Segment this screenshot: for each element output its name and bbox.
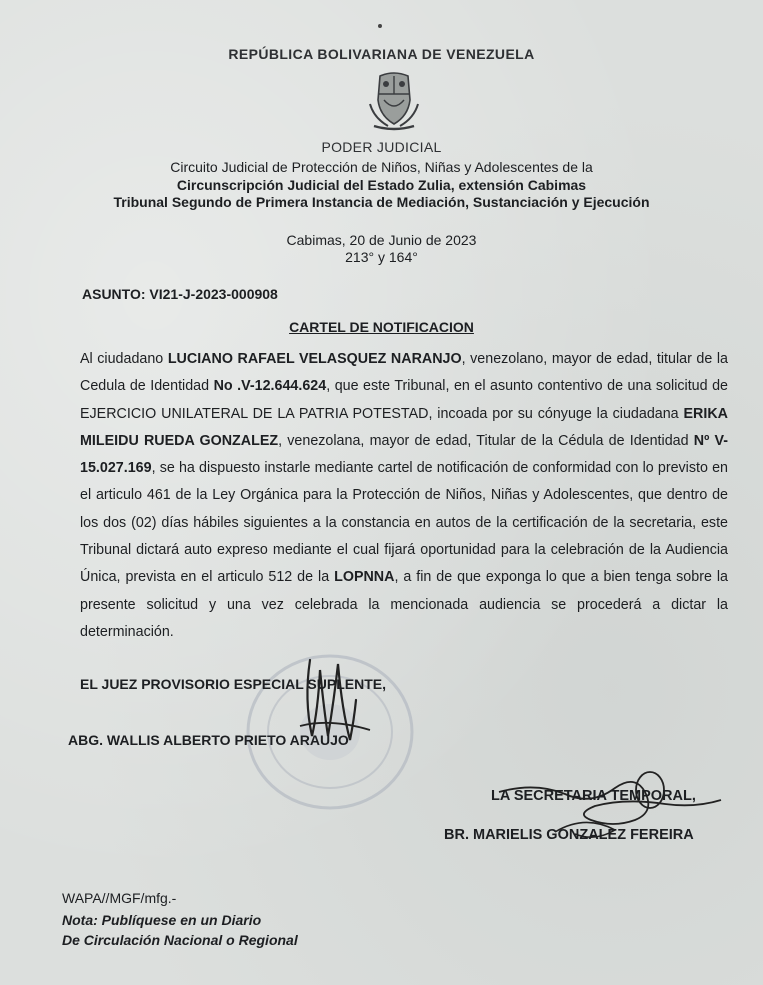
cartel-title: CARTEL DE NOTIFICACION <box>289 319 474 335</box>
circuit-line-3: Tribunal Segundo de Primera Instancia de Mediación, Sustanciación y Ejecución <box>113 194 650 210</box>
notified-person-id: No .V-12.644.624 <box>213 378 327 395</box>
document-years: 213° y 164° <box>345 249 418 265</box>
judge-title: EL JUEZ PROVISORIO ESPECIAL SUPLENTE, <box>80 676 386 692</box>
notified-person-name: LUCIANO RAFAEL VELASQUEZ NARANJO <box>167 351 462 367</box>
secretary-title: LA SECRETARIA TEMPORAL, <box>491 788 696 804</box>
ink-dot <box>378 24 382 28</box>
circuit-line-2: Circunscripción Judicial del Estado Zulia, extensión Cabimas <box>176 177 587 193</box>
circuit-line-1: Circuito Judicial de Protección de Niños, Niñas y Adolescentes de la <box>170 159 593 175</box>
publication-note-line-1: Nota: Publíquese en un Diario <box>62 912 262 928</box>
applicant-id: Nº V-15.027.169 <box>80 432 729 477</box>
notification-body <box>80 346 728 646</box>
publication-note-line-2: De Circulación Nacional o Regional <box>62 932 298 948</box>
coat-of-arms-icon <box>364 70 424 132</box>
body-text-5: , se ha dispuesto instarle mediante cartel de notificación de conformidad con lo previsto en el articulo 461 de la Ley Orgánica para la Protección de Niños, Niñas y Adolescentes, que dentro de los dos (02) días hábiles siguientes a la constancia en autos de la certificación de la secretaria, este Tribunal dictará auto expreso mediante el cual fijará oportunidad para la celebración de la Audiencia Única, prevista en el articulo 512 de la <box>80 460 728 586</box>
applicant-name: ERIKA MILEIDU RUEDA GONZALEZ <box>80 405 728 449</box>
asunto-line: ASUNTO: VI21-J-2023-000908 <box>82 286 278 302</box>
poder-judicial-heading: PODER JUDICIAL <box>321 139 442 155</box>
body-text-6: , a fin de que exponga lo que a bien tenga sobre la presente solicitud y una vez celebrada la mencionada audiencia se procederá a dictar la determinación. <box>80 569 728 640</box>
reference-initials: WAPA//MGF/mfg.- <box>62 890 177 906</box>
body-text-4: , venezolana, mayor de edad, Titular de la Cédula de Identidad <box>278 432 694 449</box>
lopnna-abbrev: LOPNNA <box>334 569 395 586</box>
document-date: Cabimas, 20 de Junio de 2023 <box>286 232 477 248</box>
body-text-2: , venezolano, mayor de edad, titular de la Cedula de Identidad <box>80 351 728 395</box>
body-text-1: Al ciudadano <box>80 351 168 367</box>
body-text-3: , que este Tribunal, en el asunto contentivo de una solicitud de EJERCICIO UNILATERAL DE LA PATRIA POTESTAD, incoada por su cónyuge la ciudadana <box>80 378 728 422</box>
secretary-name: BR. MARIELIS GONZALEZ FEREIRA <box>444 827 694 843</box>
judge-name: ABG. WALLIS ALBERTO PRIETO ARAUJO <box>68 732 349 748</box>
republic-heading: REPÚBLICA BOLIVARIANA DE VENEZUELA <box>228 46 535 62</box>
